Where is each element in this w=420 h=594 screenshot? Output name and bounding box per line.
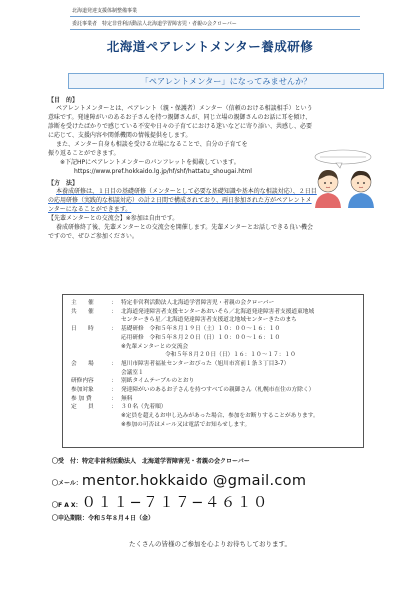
closing-message: たくさんの皆様のご参加を心よりお待ちしております。 — [129, 540, 291, 548]
header-divider — [70, 16, 360, 17]
info-row — [71, 403, 319, 412]
info-key — [71, 412, 111, 421]
info-row — [71, 421, 319, 430]
fax-number: ０１１−７１７−４６１０ — [81, 495, 269, 511]
info-value: 発達障がいのあるお子さんを持つすべての親御さん（札幌市在住の方除く） — [121, 387, 315, 394]
info-colon — [111, 369, 121, 378]
info-colon — [111, 421, 121, 430]
info-value: 別紙タイムテーブルのとおり — [121, 378, 195, 385]
purpose-line: また、メンター自身も相談を受ける立場になることで、自分の子育てを — [56, 141, 248, 148]
info-value: 北海道発達障害者支援センターあおいそら／北海道発達障害者支援道東地域 — [121, 308, 315, 315]
page-title: 北海道ペアレントメンター養成研修 — [106, 39, 314, 54]
info-row — [71, 377, 319, 386]
fax-line — [52, 491, 269, 512]
info-value: ※先輩メンターとの交流会 — [121, 343, 189, 350]
info-row — [71, 299, 319, 308]
method-line: の応用研修（実践的な相談対応）の計２日間で構成されており、両日参加された方がペアレントメ — [48, 197, 312, 204]
info-row — [71, 360, 319, 369]
info-row — [71, 308, 319, 317]
purpose-line: ペアレントメンターとは、ペアレント（親・保護者）メンター（信頼のおける相談相手）という — [56, 105, 313, 112]
info-colon: ： — [111, 326, 117, 333]
deadline-value: 令和５年８月４日（金） — [88, 515, 155, 522]
deadline-label: 〇申込期限： — [52, 515, 89, 522]
info-key — [71, 334, 111, 343]
info-key: 研修内容 — [71, 378, 94, 385]
deadline-line — [52, 514, 154, 523]
fax-label: 〇F A X： — [52, 502, 82, 509]
info-colon: ： — [111, 360, 117, 367]
info-row — [71, 325, 319, 334]
info-colon: ： — [111, 378, 117, 385]
info-key: 参 加 費 — [71, 395, 92, 402]
event-info-box — [62, 294, 364, 448]
exchange-line: ですので、ぜひご参加ください。 — [48, 233, 138, 240]
method-heading: 【方 法】 — [48, 180, 79, 187]
info-value: 無料 — [121, 395, 133, 402]
info-row — [71, 334, 319, 343]
exchange-line: 養成研修終了後、先輩メンターとの交流会を開催します。先輩メンターとお話しできる良い機会 — [56, 224, 314, 231]
info-key: 定 員 — [71, 404, 94, 411]
info-colon: ： — [111, 300, 117, 306]
info-key: 共 催 — [71, 308, 94, 315]
info-row — [71, 412, 319, 421]
info-key: 日 時 — [71, 326, 94, 333]
event-info-table — [71, 299, 319, 430]
header-program: 北海道発達支援体制整備事業 — [72, 8, 138, 14]
mail-address[interactable]: mentor.hokkaido @gmail.com — [81, 473, 307, 489]
info-row — [71, 395, 319, 404]
exchange-heading: 【先輩メンターとの交流会】※参加は自由です。 — [48, 215, 179, 222]
purpose-line: 振り返ることができます。 — [48, 150, 120, 157]
info-key — [71, 421, 111, 430]
info-colon — [111, 343, 121, 352]
info-colon: ： — [111, 387, 117, 394]
info-value: ※参加の可否はメール又は電話でお知らせします。 — [121, 421, 251, 428]
hp-note: ※下記HPにペアレントメンターのパンフレットを掲載しています。 — [60, 159, 240, 166]
mail-line — [52, 470, 306, 489]
info-colon: ： — [111, 404, 117, 411]
purpose-line: 意味です。発達障がいのあるお子さんを持つ親御さんが、同じ立場の親御さんのお話に耳を傾け、 — [48, 114, 312, 121]
info-colon — [111, 334, 121, 343]
method-paragraph — [48, 187, 378, 241]
info-key: 会 場 — [71, 360, 94, 367]
info-colon — [111, 351, 121, 360]
info-value: センターきら星／北海道発達障害者支援道北地域センターきたのまち — [121, 317, 297, 324]
header-organizer: 委託事業者 特定非営利活動法人北海道学習障害児・者親の会クローバー — [72, 21, 237, 27]
info-value: 旭川市障害者福祉センターおぴった（旭川市宮前１条３丁目3-7） — [121, 360, 290, 367]
info-row — [71, 351, 319, 360]
reception-label: 〇受 付： — [52, 458, 83, 465]
info-value: ※定員を超えるお申し込みがあった場合、参加をお断りすることがあります。 — [121, 413, 319, 420]
info-value: 特定非営利活動法人北海道学習障害児・者親の会クローバー — [121, 300, 275, 306]
info-value: 基礎研修 令和５年８月１９日（土）１０：００〜１６：１０ — [121, 326, 281, 333]
info-row — [71, 386, 319, 395]
catchphrase-banner: 「ペアレントメンター」になってみませんか？ — [68, 73, 384, 89]
info-row — [71, 369, 319, 378]
method-line: 本養成研修は、１日目の基礎研修（メンターとして必要な基礎知識や基本的な相談対応）、２日目 — [56, 188, 317, 195]
purpose-heading: 【目 的】 — [48, 97, 79, 104]
header-divider — [70, 29, 360, 30]
info-value: 会議室１ — [121, 369, 144, 376]
info-value: 応用研修 令和５年８月２０日（日）１０：００〜１６：１０ — [121, 334, 281, 341]
purpose-line: に応じて、支援内容や関係機関の情報提供をします。 — [48, 132, 192, 139]
info-key: 参加対象 — [71, 387, 94, 394]
info-key — [71, 351, 111, 360]
info-colon: ： — [111, 395, 117, 402]
info-key — [71, 369, 111, 378]
info-colon — [111, 412, 121, 421]
info-row — [71, 316, 319, 325]
reception-value: 特定非営利活動法人 北海道学習障害児・者親の会クローバー — [82, 458, 250, 465]
info-colon: ： — [111, 308, 117, 315]
purpose-line: 診断を受けたばかりで感じている不安や日々の子育てにおける迷いなどに寄り添い、共感し、必要 — [48, 123, 313, 130]
method-line: ンターになることができます。 — [48, 206, 132, 213]
info-key — [71, 343, 111, 352]
reception-line — [52, 457, 250, 466]
info-row — [71, 343, 319, 352]
info-value: 令和５年８月２０日（日）１６：１０〜１７：１０ — [165, 352, 296, 359]
info-key — [71, 316, 111, 325]
info-value: ３０名（先着順） — [121, 404, 167, 411]
mail-label: 〇メール： — [52, 480, 82, 487]
info-key: 主 催 — [71, 300, 94, 306]
hp-link[interactable]: https://www.pref.hokkaido.lg.jp/hf/shf/hattatu_shougai.html — [74, 168, 252, 175]
info-colon — [111, 316, 121, 325]
